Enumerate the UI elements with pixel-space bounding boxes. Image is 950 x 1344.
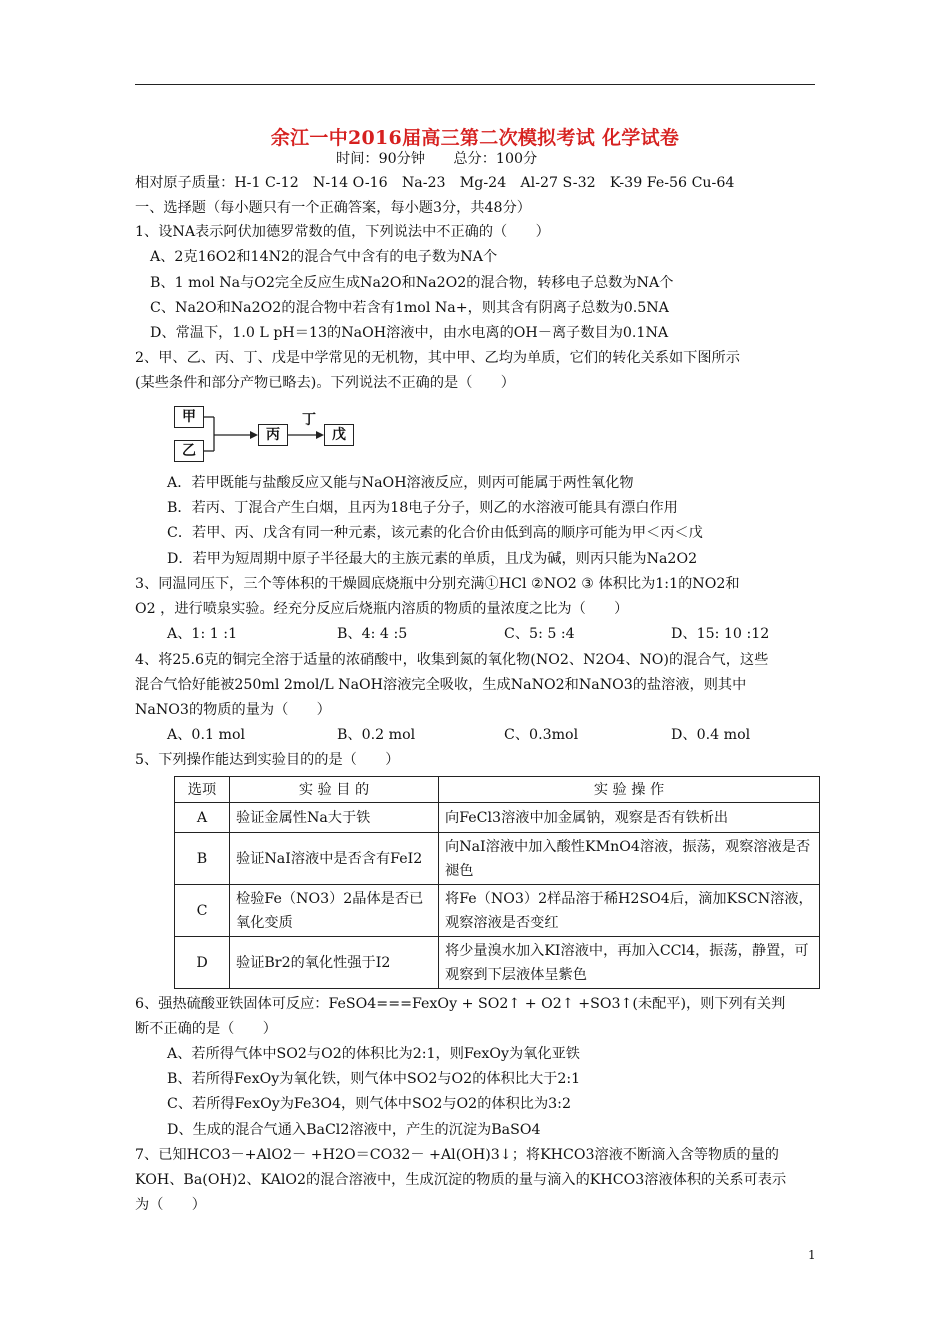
table-row: [175, 937, 820, 989]
row-c-purpose: 检验Fe（NO3）2晶体是否已氧化变质: [230, 885, 439, 937]
header-purpose: 实 验 目 的: [230, 777, 439, 803]
q4-option-c: C、0.3mol: [504, 727, 579, 743]
row-a-purpose: 验证金属性Na大于铁: [230, 803, 439, 833]
page-title: 余江一中2016届高三第二次模拟考试 化学试卷: [270, 127, 680, 149]
box-jia: 甲: [174, 406, 204, 428]
row-d-operation: 将少量溴水加入KI溶液中，再加入CCl4，振荡，静置，可观察到下层液体呈紫色: [439, 937, 820, 989]
q2-option-d: D．若甲为短周期中原子半径最大的主族元素的单质，且戊为碱，则丙只能为Na2O2: [167, 551, 698, 567]
atomic-mass: 相对原子质量：H-1 C-12 N-14 O-16 Na-23 Mg-24 Al-27 S-32 K-39 Fe-56 Cu-64: [135, 175, 735, 191]
diagram-arrows: [174, 406, 374, 466]
section-heading: 一、选择题（每小题只有一个正确答案，每小题3分，共48分）: [135, 200, 531, 216]
q1-option-d: D、常温下，1.0 L pH＝13的NaOH溶液中，由水电离的OH－离子数目为0.1NA: [150, 325, 669, 341]
q7-stem-line2: KOH、Ba(OH)2、KAlO2的混合溶液中，生成沉淀的物质的量与滴入的KHCO3溶液体积的关系可表示: [135, 1172, 787, 1188]
q7-stem-line3: 为（ ）: [135, 1197, 206, 1213]
q2-stem-line1: 2、甲、乙、丙、丁、戊是中学常见的无机物，其中甲、乙均为单质，它们的转化关系如下图所示: [135, 350, 740, 366]
q2-option-c: C．若甲、丙、戊含有同一种元素，该元素的化合价由低到高的顺序可能为甲＜丙＜戊: [167, 525, 703, 541]
q4-stem-line3: NaNO3的物质的量为（ ）: [135, 702, 331, 718]
q1-option-a: A、2克16O2和14N2的混合气中含有的电子数为NA个: [150, 249, 498, 265]
q4-option-a: A、0.1 mol: [167, 727, 246, 743]
q1-option-b: B、1 mol Na与O2完全反应生成Na2O和Na2O2的混合物，转移电子总数为NA个: [150, 275, 674, 291]
q6-option-c: C、若所得FexOy为Fe3O4，则气体中SO2与O2的体积比为3:2: [167, 1096, 571, 1112]
q4-stem-line1: 4、将25.6克的铜完全溶于适量的浓硝酸中，收集到氮的氧化物(NO2、N2O4、NO)的混合气，这些: [135, 652, 769, 668]
q3-option-c: C、5: 5 :4: [504, 626, 575, 642]
row-d-option: D: [175, 937, 230, 989]
row-d-purpose: 验证Br2的氧化性强于I2: [230, 937, 439, 989]
q1-stem: 1、设NA表示阿伏加德罗常数的值，下列说法中不正确的（ ）: [135, 224, 550, 240]
q1-option-c: C、Na2O和Na2O2的混合物中若含有1mol Na+，则其含有阴离子总数为0.5NA: [150, 300, 669, 316]
q5-stem: 5、下列操作能达到实验目的的是（ ）: [135, 752, 400, 768]
label-ding: 丁: [302, 412, 316, 428]
table-header-row: [175, 777, 820, 803]
header-rule: [135, 84, 815, 85]
experiment-table: [174, 776, 820, 989]
row-b-purpose: 验证NaI溶液中是否含有FeI2: [230, 833, 439, 885]
q4-stem-line2: 混合气恰好能被250ml 2mol/L NaOH溶液完全吸收，生成NaNO2和NaNO3的盐溶液，则其中: [135, 677, 747, 693]
q2-stem-line2: (某些条件和部分产物已略去)。下列说法不正确的是（ ）: [135, 375, 515, 391]
table-row: [175, 833, 820, 885]
q7-stem-line1: 7、已知HCO3－+AlO2－ +H2O＝CO32－ +Al(OH)3↓；将KHCO3溶液不断滴入含等物质的量的: [135, 1147, 779, 1163]
q3-stem-line1: 3、同温同压下，三个等体积的干燥圆底烧瓶中分别充满①HCl ②NO2 ③ 体积比为1:1的NO2和: [135, 576, 740, 592]
row-b-operation: 向NaI溶液中加入酸性KMnO4溶液，振荡，观察溶液是否褪色: [439, 833, 820, 885]
q4-option-d: D、0.4 mol: [671, 727, 751, 743]
q3-option-a: A、1: 1 :1: [167, 626, 238, 642]
header-option: 选项: [175, 777, 230, 803]
q6-stem-line2: 断不正确的是（ ）: [135, 1021, 277, 1037]
box-bing: 丙: [258, 424, 288, 446]
q2-option-a: A．若甲既能与盐酸反应又能与NaOH溶液反应，则丙可能属于两性氧化物: [167, 475, 634, 491]
box-yi: 乙: [174, 440, 204, 462]
time-info: 时间：90分钟 总分：100分: [336, 151, 538, 167]
q2-option-b: B．若丙、丁混合产生白烟，且丙为18电子分子，则乙的水溶液可能具有漂白作用: [167, 500, 678, 516]
row-c-operation: 将Fe（NO3）2样品溶于稀H2SO4后，滴加KSCN溶液，观察溶液是否变红: [439, 885, 820, 937]
q6-option-d: D、生成的混合气通入BaCl2溶液中，产生的沉淀为BaSO4: [167, 1122, 541, 1138]
table-row: [175, 803, 820, 833]
box-wu: 戊: [324, 424, 354, 446]
row-c-option: C: [175, 885, 230, 937]
header-operation: 实 验 操 作: [439, 777, 820, 803]
q3-option-b: B、4: 4 :5: [337, 626, 408, 642]
q6-option-b: B、若所得FexOy为氧化铁，则气体中SO2与O2的体积比大于2:1: [167, 1071, 581, 1087]
conversion-diagram: [174, 406, 374, 466]
q3-stem-line2: O2 ，进行喷泉实验。经充分反应后烧瓶内溶质的物质的量浓度之比为（ ）: [135, 601, 629, 617]
q4-option-b: B、0.2 mol: [337, 727, 416, 743]
page-number: 1: [808, 1248, 816, 1262]
table-row: [175, 885, 820, 937]
row-a-operation: 向FeCl3溶液中加金属钠，观察是否有铁析出: [439, 803, 820, 833]
q3-option-d: D、15: 10 :12: [671, 626, 770, 642]
q6-option-a: A、若所得气体中SO2与O2的体积比为2:1，则FexOy为氧化亚铁: [167, 1046, 580, 1062]
q6-stem-line1: 6、强热硫酸亚铁固体可反应：FeSO4===FexOy + SO2↑ + O2↑ +SO3↑(未配平)，则下列有关判: [135, 996, 786, 1012]
row-b-option: B: [175, 833, 230, 885]
row-a-option: A: [175, 803, 230, 833]
